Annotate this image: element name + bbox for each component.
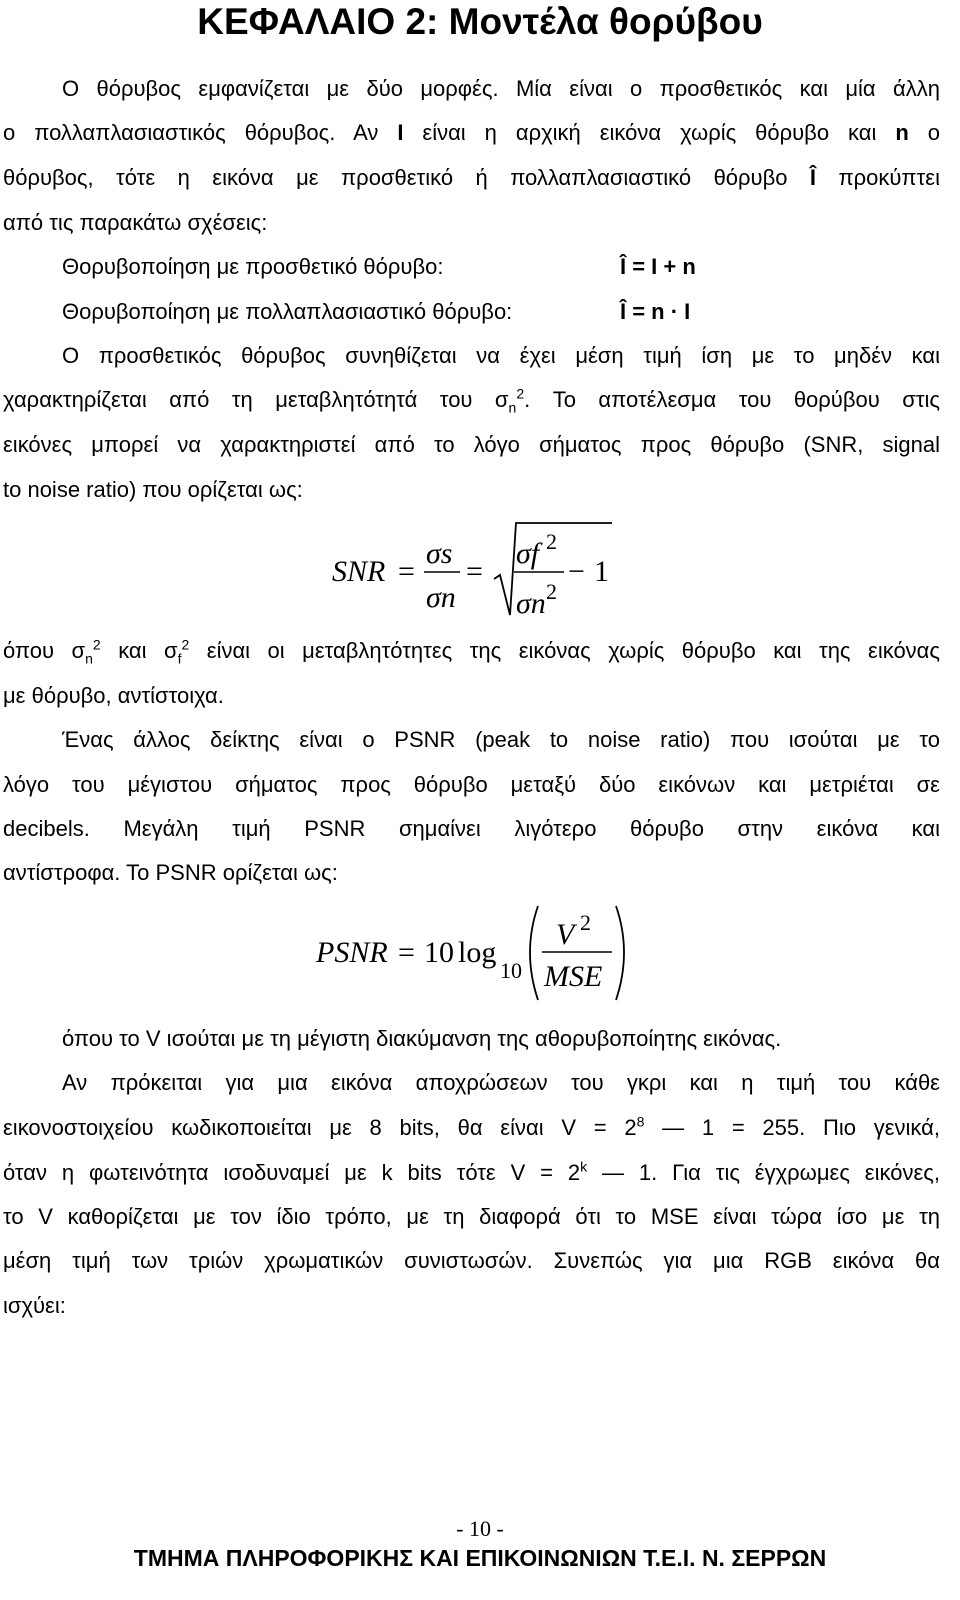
snr-lhs: SNR [332,555,386,588]
left-parenthesis [530,906,538,1000]
paragraph-1-line-1: Ο θόρυβος εμφανίζεται με δύο μορφές. Μία είναι ο προσθετικός και μία άλλη [62,76,940,101]
paragraph-3-line-1: όπου $\sigma_n^2$ και $\sigma_f^2$ είναι οι μεταβλητότητες της εικόνας χωρίς θόρυβο και της εικόνας [3,638,940,666]
snr-minus: − [568,555,585,588]
psnr-coefficient: 10 [424,936,454,969]
additive-noise-label: Θορυβοποίηση με προσθετικό θόρυβο: [62,254,444,279]
paragraph-4-line-4: αντίστροφα. Το PSNR ορίζεται ως: [3,860,338,885]
paragraph-2-line-4: to noise ratio) που ορίζεται ως: [3,477,303,502]
paragraph-5-line-1: όπου το V ισούται με τη μέγιστη διακύμανση της αθορυβοποίητης εικόνας. [62,1026,782,1051]
paragraph-2-line-1: Ο προσθετικός θόρυβος συνηθίζεται να έχει μέση τιμή ίση με το μηδέν και [62,343,940,368]
additive-noise-formula: Î = I + n [620,254,696,279]
psnr-equals: = [398,936,415,969]
paragraph-6-line-6: ισχύει: [3,1293,66,1318]
paragraph-3-line-2: με θόρυβο, αντίστοιχα. [3,683,224,708]
snr-denominator: σn [426,581,456,614]
paragraph-6-line-3: όταν η φωτεινότητα ισοδυναμεί με k bits τότε $V = 2^k$ — 1. Για τις έγχρωμες εικόνες, [3,1160,940,1185]
snr-equals: = [398,555,415,588]
snr-root-denominator: σn [516,587,546,620]
multiplicative-noise-label: Θορυβοποίηση με πολλαπλασιαστικό θόρυβο: [62,299,513,324]
footer-department: ΤΜΗΜΑ ΠΛΗΡΟΦΟΡΙΚΗΣ ΚΑΙ ΕΠΙΚΟΙΝΩΝΙΩΝ Τ.Ε.Ι. Ν. ΣΕΡΡΩΝ [133,1545,827,1571]
snr-equals-2: = [466,555,483,588]
psnr-formula [310,900,650,1010]
psnr-numerator: V [556,918,575,951]
paragraph-4-line-1: Ένας άλλος δείκτης είναι ο PSNR (peak to noise ratio) που ισούται με το [62,727,940,752]
snr-one: 1 [594,555,609,588]
psnr-log: log [458,936,497,969]
paragraph-6-line-4: το V καθορίζεται με τον ίδιο τρόπο, με τη διαφορά ότι το MSE είναι τώρα ίσο με τη [3,1204,940,1229]
multiplicative-noise-formula: Î = n · I [620,299,691,324]
snr-root-numerator: σf [516,537,540,570]
psnr-numerator-exp: 2 [580,910,591,935]
paragraph-6-line-2: εικονοστοιχείου κωδικοποιείται με 8 bits, θα είναι $V = 2^8$ — 1 = 255. Πιο γενικά, [3,1115,940,1140]
psnr-log-base: 10 [500,958,522,983]
paragraph-4-line-2: λόγο του μέγιστου σήματος προς θόρυβο μεταξύ δύο εικόνων και μετριέται σε [3,772,940,797]
paragraph-2-line-2: χαρακτηρίζεται από τη μεταβλητότητά του $\sigma_n^2$. Το αποτέλεσμα του θορύβου στις [3,387,940,415]
page-number: - 10 - [456,1516,504,1541]
right-parenthesis [616,906,624,1000]
psnr-lhs: PSNR [316,936,388,969]
snr-root-denominator-exp: 2 [546,579,557,604]
paragraph-6-line-5: μέση τιμή των τριών χρωματικών συνιστωσών. Συνεπώς για μια RGB εικόνα θα [3,1248,940,1273]
page-title: ΚΕΦΑΛΑΙΟ 2: Μοντέλα θορύβου [197,1,763,42]
psnr-denominator: MSE [544,960,603,993]
paragraph-2-line-3: εικόνες μπορεί να χαρακτηριστεί από το λόγο σήματος προς θόρυβο (SNR, signal [3,432,940,457]
paragraph-1-line-4: από τις παρακάτω σχέσεις: [3,210,268,235]
snr-formula [320,515,620,625]
snr-numerator: σs [426,537,453,570]
paragraph-1-line-3: θόρυβος, τότε η εικόνα με προσθετικό ή πολλαπλασιαστικό θόρυβο Î προκύπτει [3,165,940,190]
snr-root-numerator-exp: 2 [546,529,557,554]
paragraph-6-line-1: Αν πρόκειται για μια εικόνα αποχρώσεων του γκρι και η τιμή του κάθε [62,1070,940,1095]
paragraph-1-line-2: ο πολλαπλασιαστικός θόρυβος. Αν I είναι η αρχική εικόνα χωρίς θόρυβο και n ο [3,120,940,145]
paragraph-4-line-3: decibels. Μεγάλη τιμή PSNR σημαίνει λιγότερο θόρυβο στην εικόνα και [3,816,940,841]
